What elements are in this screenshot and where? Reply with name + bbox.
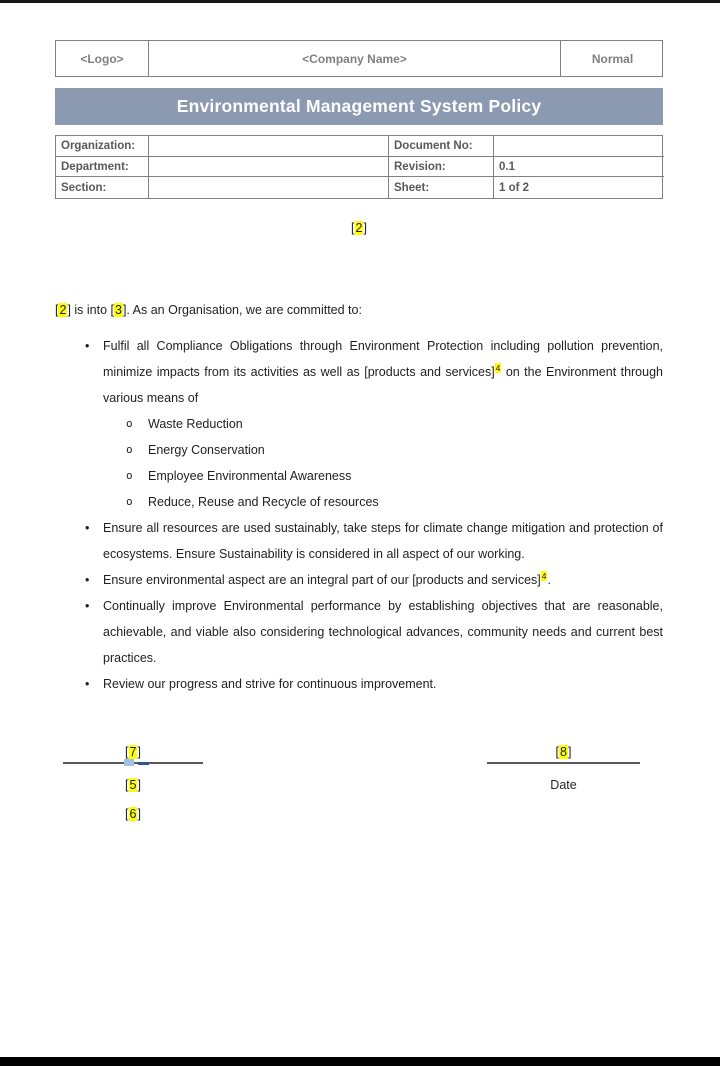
- organization-value-cell[interactable]: [149, 136, 389, 157]
- footnote-4-field[interactable]: 4: [541, 570, 547, 581]
- bullet-item-improve: [55, 593, 663, 671]
- department-label: Department:: [56, 157, 149, 178]
- bullet-text: Fulfil all Compliance Obligations through Environment Protection including pollution prevention, minimize impacts from its activities as well as [products and services]: [103, 339, 663, 380]
- placeholder-8-field[interactable]: 8: [560, 745, 567, 760]
- intro-text-rest: ]. As an Organisation, we are committed to:: [122, 303, 362, 318]
- date-caption: Date: [550, 778, 577, 793]
- bracket-close: ]: [567, 745, 572, 760]
- bracket-open: [: [125, 778, 129, 793]
- placeholder-6-field[interactable]: 6: [129, 807, 137, 822]
- date-line[interactable]: [487, 745, 640, 764]
- revision-label: Revision:: [389, 157, 494, 178]
- bracket-open: [: [55, 303, 59, 318]
- intro-paragraph: [55, 301, 663, 319]
- document-no-label: Document No:: [389, 136, 494, 157]
- department-value-cell[interactable]: [149, 157, 389, 178]
- bullet-icon: •: [85, 521, 90, 536]
- bracket-open: [: [125, 807, 129, 822]
- header-table: [55, 40, 663, 77]
- placeholder-2-inline-field[interactable]: 2: [59, 303, 67, 318]
- organization-label: Organization:: [56, 136, 149, 157]
- bullet-item-resources: [55, 515, 663, 567]
- bullet-text: Ensure environmental aspect are an integral part of our [products and services]: [103, 573, 541, 588]
- bracket-open: [: [351, 221, 355, 236]
- bracket-close: ]: [363, 221, 367, 236]
- intro-text-mid: ] is into [: [67, 303, 114, 318]
- placeholder-2-field[interactable]: 2: [355, 221, 363, 236]
- bracket-close: ]: [137, 807, 141, 822]
- signature-section: [55, 745, 663, 840]
- placeholder-3-inline-field[interactable]: 3: [114, 303, 122, 318]
- document-no-value-cell[interactable]: [494, 136, 664, 157]
- placeholder-5-line: [63, 778, 203, 795]
- placeholder-2-standalone[interactable]: [55, 221, 663, 238]
- bullet-text: on the Environment through various means of: [103, 365, 663, 406]
- commitment-list: [55, 333, 663, 697]
- revision-value: 0.1: [494, 157, 664, 178]
- bullet-text: Review our progress and strive for continuous improvement.: [103, 677, 437, 692]
- bullet-icon: •: [85, 677, 90, 692]
- sub-bullet-icon: o: [126, 469, 133, 483]
- bracket-open: [: [555, 745, 560, 760]
- bracket-close: ]: [137, 745, 141, 760]
- bullet-icon: •: [85, 599, 90, 614]
- sub-bullet-icon: o: [126, 495, 133, 509]
- logo-placeholder: <Logo>: [56, 41, 149, 76]
- bullet-text: Continually improve Environmental performance by establishing objectives that are reasonable, achievable, and viable also considering technological advances, community needs and current best practices.: [103, 599, 663, 666]
- sheet-label: Sheet:: [389, 177, 494, 198]
- title-banner: [55, 88, 663, 125]
- sub-bullet-item-awareness: [55, 463, 663, 489]
- sub-bullet-item-energy: [55, 437, 663, 463]
- bracket-open: [: [125, 745, 129, 760]
- bullet-text: .: [547, 573, 551, 588]
- bullet-icon: •: [85, 573, 90, 588]
- classification-label: Normal: [591, 51, 634, 66]
- placeholder-7-field[interactable]: 7: [129, 745, 137, 760]
- sub-bullet-icon: o: [126, 417, 133, 431]
- section-label: Section:: [56, 177, 149, 198]
- footnote-4-field[interactable]: 4: [495, 362, 501, 373]
- sub-bullet-icon: o: [126, 443, 133, 457]
- bullet-item-compliance: [55, 333, 663, 411]
- sub-bullet-item-waste: [55, 411, 663, 437]
- company-name-placeholder: <Company Name>: [149, 41, 561, 76]
- signature-block-right: [487, 745, 640, 795]
- signature-line[interactable]: [63, 745, 203, 764]
- sub-bullet-text: Reduce, Reuse and Recycle of resources: [148, 495, 379, 510]
- text-selection-mark: [124, 759, 134, 766]
- sub-bullet-text: Employee Environmental Awareness: [148, 469, 352, 484]
- bullet-icon: •: [85, 339, 90, 354]
- placeholder-6-line: [63, 807, 203, 824]
- placeholder-5-field[interactable]: 5: [129, 778, 137, 793]
- sub-bullet-text: Energy Conservation: [148, 443, 265, 458]
- sub-bullet-item-recycle: [55, 489, 663, 515]
- info-table: [55, 135, 663, 199]
- sheet-value: 1 of 2: [499, 181, 530, 194]
- page-bottom-edge: [0, 1057, 720, 1066]
- bracket-close: ]: [137, 778, 141, 793]
- bullet-item-review: [55, 671, 663, 697]
- sub-bullet-text: Waste Reduction: [148, 417, 243, 432]
- page-content: [55, 40, 663, 840]
- document-title: Environmental Management System Policy: [176, 96, 542, 116]
- bullet-item-environmental-aspect: [55, 567, 663, 593]
- signature-block-left: [63, 745, 203, 824]
- bullet-text: Ensure all resources are used sustainably, take steps for climate change mitigation and protection of ecosystems. Ensure Sustainability is considered in all aspect of our working.: [103, 521, 663, 562]
- page-top-edge: [0, 0, 720, 3]
- section-value-cell[interactable]: [149, 177, 389, 198]
- text-cursor-mark: [138, 762, 149, 766]
